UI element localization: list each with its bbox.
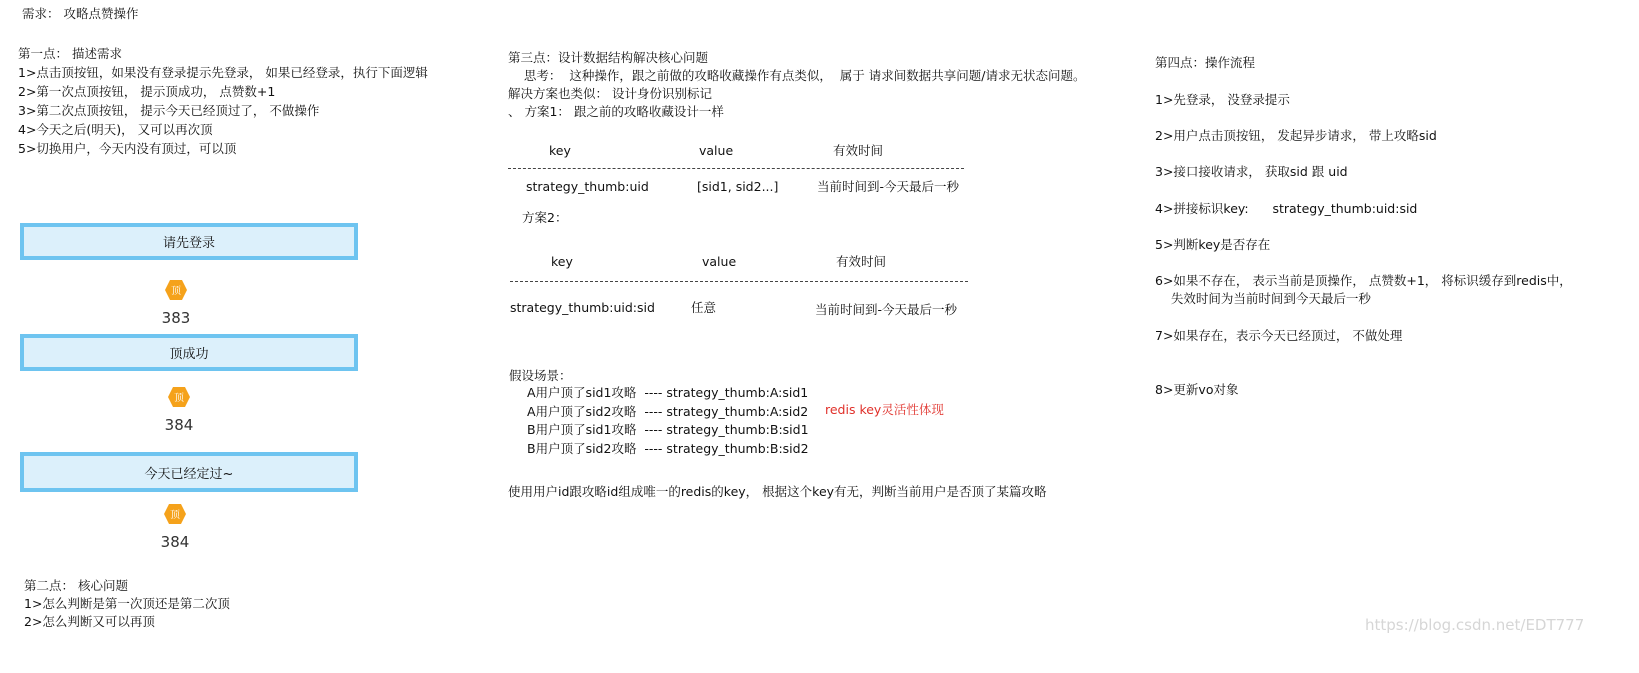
scenario-heading: 假设场景： [509,368,572,383]
thumb-badge-icon[interactable] [163,503,187,525]
scenario-list [527,384,809,458]
login-prompt-box: 请先登录 [20,223,358,260]
point1-item: 3>第二次点顶按钮， 提示今天已经顶过了， 不做操作 [18,103,320,118]
point4-step: 5>判断key是否存在 [1155,237,1271,252]
thumb-count: 383 [161,309,191,327]
point3-line: 解决方案也类似： 设计身份识别标记 [508,86,712,101]
page-title: 需求： 攻略点赞操作 [22,6,139,21]
point2-item: 2>怎么判断又可以再顶 [24,614,155,629]
plan1-header-value: value [699,143,734,158]
point3-conclusion: 使用用户id跟攻略id组成唯一的redis的key， 根据这个key有无，判断当前用户是否顶了某篇攻略 [508,484,1047,499]
plan1-divider [508,168,964,169]
thumb-badge-icon[interactable] [167,386,191,408]
point4-step: 1>先登录， 没登录提示 [1155,92,1290,107]
thumb-count: 384 [164,416,194,434]
point1-item: 5>切换用户，今天内没有顶过，可以顶 [18,141,237,156]
plan1-cell-value: [sid1, sid2...] [697,179,779,194]
plan2-header-key: key [551,254,573,269]
watermark: https://blog.csdn.net/EDT777 [1365,616,1585,634]
scenario-item: B用户顶了sid2攻略 ---- strategy_thumb:B:sid2 [527,440,809,456]
point2-heading: 第二点： 核心问题 [24,578,128,593]
scenario-item: B用户顶了sid1攻略 ---- strategy_thumb:B:sid1 [527,422,809,437]
scenario-item: A用户顶了sid1攻略 ---- strategy_thumb:A:sid1 [527,385,809,400]
point4-step: 3>接口接收请求， 获取sid 跟 uid [1155,164,1348,179]
point2-item: 1>怎么判断是第一次顶还是第二次顶 [24,596,230,611]
already-thumbed-box: 今天已经定过~ [20,452,358,492]
plan1-header-key: key [549,143,571,158]
plan1-cell-key: strategy_thumb:uid [526,179,649,194]
scenario-item: A用户顶了sid2攻略 ---- strategy_thumb:A:sid2 [527,403,809,419]
plan2-divider [510,281,968,282]
plan2-label: 方案2： [522,210,568,225]
point1-item: 2>第一次点顶按钮， 提示顶成功， 点赞数+1 [18,84,276,99]
point3-line: 、 方案1： 跟之前的攻略收藏设计一样 [508,104,724,119]
thumb-badge-label: 顶 [171,286,181,297]
point4-step: 8>更新vo对象 [1155,382,1239,397]
thumb-success-box: 顶成功 [20,334,358,371]
point4-step: 失效时间为当前时间到今天最后一秒 [1155,291,1371,306]
point3-intro [508,49,1085,121]
point4-heading: 第四点：操作流程 [1155,55,1256,70]
point1-item: 1>点击顶按钮，如果没有登录提示先登录， 如果已经登录，执行下面逻辑 [18,65,428,80]
plan2-cell-ttl: 当前时间到-今天最后一秒 [815,302,958,317]
point1-heading: 第一点： 描述需求 [18,46,122,61]
plan2-cell-value: 任意 [691,300,717,315]
thumb-badge-label: 顶 [174,393,184,404]
thumb-badge-icon[interactable] [164,279,188,301]
point4-step: 7>如果存在，表示今天已经顶过， 不做处理 [1155,328,1403,343]
point3-line: 思考： 这种操作，跟之前做的攻略收藏操作有点类似， 属于 请求间数据共享问题/请求无状态问题。 [508,68,1086,83]
point1-item: 4>今天之后(明天)， 又可以再次顶 [18,122,213,137]
plan2-cell-key: strategy_thumb:uid:sid [510,300,655,315]
point4-step: 4>拼接标识key: strategy_thumb:uid:sid [1155,201,1418,216]
plan1-cell-ttl: 当前时间到-今天最后一秒 [817,179,960,194]
point3-heading: 第三点：设计数据结构解决核心问题 [508,50,709,65]
plan2-header-value: value [702,254,737,269]
point4-step: 2>用户点击顶按钮， 发起异步请求， 带上攻略sid [1155,128,1437,143]
point1-section [18,44,428,158]
redis-key-note: redis key灵活性体现 [825,402,944,417]
point2-section [24,577,230,631]
thumb-count: 384 [160,533,190,551]
thumb-badge-label: 顶 [170,510,180,521]
plan2-header-ttl: 有效时间 [836,254,887,269]
plan1-header-ttl: 有效时间 [833,143,884,158]
point4-step: 6>如果不存在， 表示当前是顶操作， 点赞数+1， 将标识缓存到redis中， [1155,273,1572,288]
